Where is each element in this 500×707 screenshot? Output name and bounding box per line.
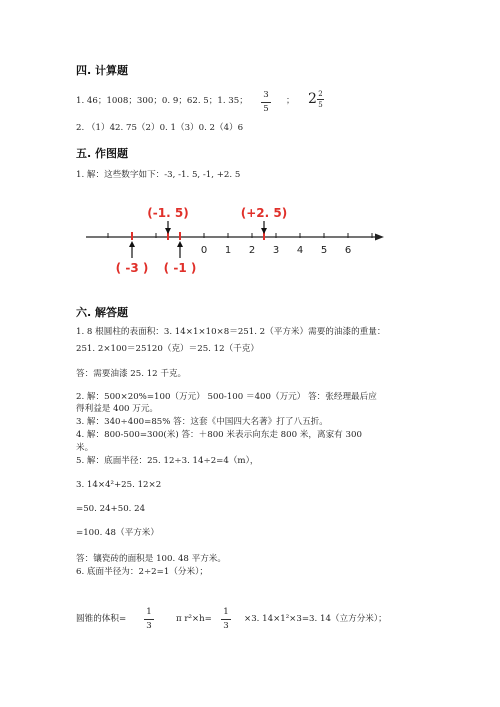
p5-line-3: =50. 24+50. 24 (76, 504, 146, 514)
tick-label: 4 (296, 245, 304, 256)
drawing-answer-text: 1. 解：这些数字如下：-3, -1. 5, -1, +2. 5 (76, 170, 241, 180)
up-arrowhead-icon (177, 241, 183, 247)
q1-mixed-denominator: 5 (318, 101, 323, 109)
p1-line-1: 1. 8 根圆柱的表面积：3. 14×1×10×8＝251. 2（平方米）需要的油漆的重量： (76, 327, 386, 337)
p6-line-1: 6. 底面半径为：2÷2=1（分米）； (76, 567, 208, 577)
p5-answer: 答：镶瓷砖的面积是 100. 48 平方米。 (76, 554, 226, 564)
tick-label: 1 (224, 245, 232, 256)
axis-arrow-icon (375, 234, 384, 241)
section-4-title: 四. 计算题 (76, 64, 129, 77)
p6-fraction-2 (221, 607, 231, 632)
p5-line-4: =100. 48（平方米） (76, 528, 159, 538)
down-arrowhead-icon (165, 228, 171, 234)
section-6-title: 六. 解答题 (76, 306, 129, 319)
q1-mixed-fraction (317, 90, 324, 109)
fraction-bar (221, 619, 231, 620)
p1-line-2: 251. 2×100＝25120（克）＝25. 12（千克） (76, 344, 259, 354)
p6-volume-tail: ×3. 14×1²×3=3. 14（立方分米）； (244, 614, 387, 624)
fraction-bar (144, 619, 154, 620)
fraction-bar (261, 102, 271, 103)
number-line-marks (116, 206, 288, 275)
up-arrowhead-icon (129, 241, 135, 247)
q1-fraction-numerator: 3 (263, 90, 269, 100)
p6-fraction-2-numerator: 1 (223, 607, 229, 617)
q1-answers: 1. 46；1008；300；0. 9；62. 5；1. 35； (76, 96, 248, 106)
tick-label: 0 (200, 245, 208, 256)
p4-line-1: 4. 解：800-500=300(米) 答：＋800 米表示向东走 800 米，离家有 300 (76, 430, 362, 440)
q1-separator: ； (286, 96, 295, 106)
number-line-figure (0, 200, 500, 290)
p3-answer: 3. 解：340÷400=85% 答：这套《中国四大名著》打了八五折。 (76, 417, 328, 427)
p2-line-2: 得利益是 400 万元。 (76, 404, 159, 414)
p5-line-2: 3. 14×4²+25. 12×2 (76, 480, 162, 490)
p1-answer: 答：需要油漆 25. 12 千克。 (76, 369, 187, 379)
p6-fraction-1 (144, 607, 154, 632)
section-5-title: 五. 作图题 (76, 147, 129, 160)
p6-volume-middle: π r²×h= (176, 614, 212, 624)
q2-answers: 2. （1）42. 75（2）0. 1（3）0. 2（4）6 (76, 123, 244, 133)
label-plus-2-5: (+2. 5) (240, 206, 288, 220)
down-arrowhead-icon (261, 228, 267, 234)
tick-label: 6 (344, 245, 352, 256)
p6-fraction-2-denominator: 3 (223, 621, 229, 631)
q1-fraction (261, 90, 271, 115)
label-minus-1-5: (-1. 5) (147, 206, 189, 220)
fraction-bar (317, 99, 324, 100)
p2-line-1: 2. 解：500×20%=100（万元） 500-100 ＝400（万元） 答：张经理最后应 (76, 392, 377, 402)
label-minus-1: ( -1 ) (163, 261, 197, 275)
p4-line-2: 米。 (76, 443, 94, 453)
p5-line-1: 5. 解：底面半径：25. 12÷3. 14÷2=4（m）， (76, 456, 259, 466)
tick-label: 2 (248, 245, 256, 256)
q1-fraction-denominator: 5 (263, 104, 269, 114)
tick-label: 5 (320, 245, 328, 256)
tick-label: 3 (272, 245, 280, 256)
q1-mixed-numerator: 2 (318, 90, 323, 98)
p6-fraction-1-numerator: 1 (146, 607, 152, 617)
p6-fraction-1-denominator: 3 (146, 621, 152, 631)
label-minus-3: ( -3 ) (115, 261, 149, 275)
q1-mixed-whole: 2 (308, 91, 317, 107)
p6-volume-prefix: 圆锥的体积= (76, 614, 127, 624)
